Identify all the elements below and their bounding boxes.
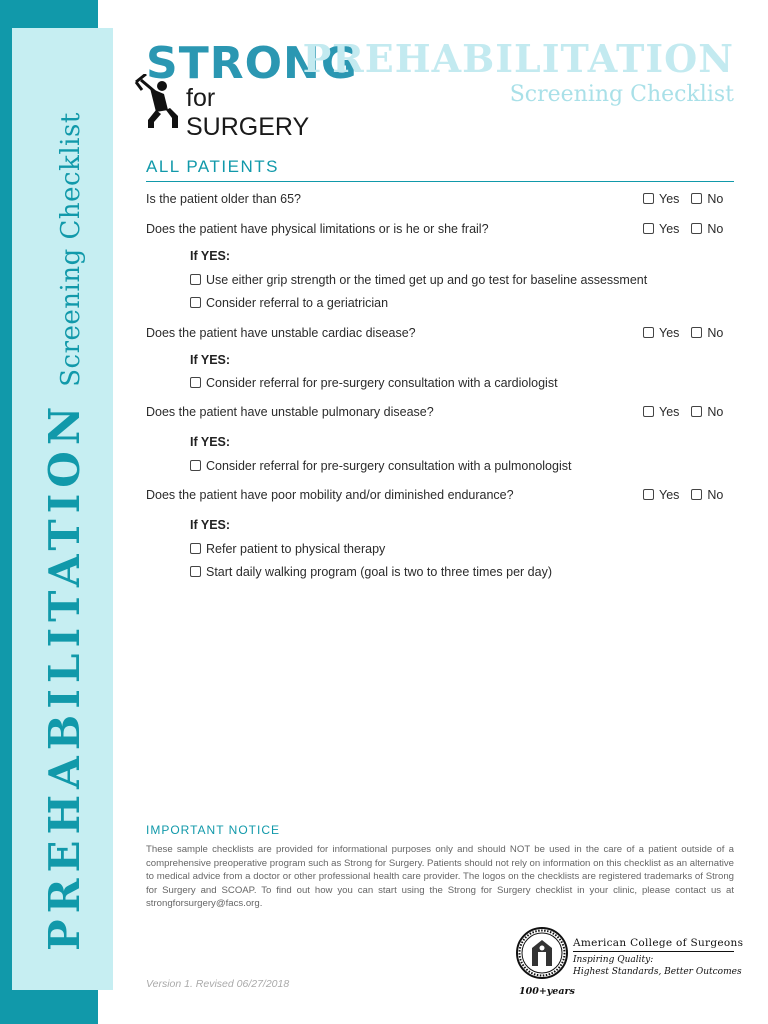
notice-heading: IMPORTANT NOTICE [146,823,281,837]
no-checkbox[interactable] [691,223,702,234]
action-label: Use either grip strength or the timed get up and go test for baseline assessment [206,273,648,287]
no-label: No [707,488,724,502]
no-checkbox[interactable] [691,193,702,204]
action-checkbox[interactable] [190,377,201,388]
action-item [190,565,552,579]
yes-checkbox[interactable] [643,223,654,234]
action-label: Refer patient to physical therapy [206,542,386,556]
if-yes-label: If YES: [190,518,231,532]
question-4: Does the patient have unstable pulmonary disease? [146,405,434,419]
no-checkbox[interactable] [691,406,702,417]
acs-name: American College of Surgeons [573,937,744,949]
yes-no-group-3 [643,326,723,340]
logo-for-surgery-text: for SURGERY [186,84,310,141]
notice-body: These sample checklists are provided for informational purposes only and should NOT be used in the care of a patient outside of a comprehensive preoperative program such as Strong for Surgery. Patients should not rely on information on this checklist as an alternative to medical advice from a doctor or other professional health care provider. The logos on the checklists are registered trademarks of Strong for Surgery and SCOAP. To find out how you can start using the Strong for Surgery checklist in your clinic, please contact us at strongforsurgery@facs.org. [146,844,734,909]
action-item [190,273,647,287]
acs-divider [573,951,734,952]
question-2: Does the patient have physical limitations or is he or she frail? [146,222,489,236]
section-heading: ALL PATIENTS [146,157,279,176]
yes-checkbox[interactable] [643,193,654,204]
no-label: No [707,326,724,340]
no-label: No [707,405,724,419]
if-yes-label: If YES: [190,435,231,449]
yes-checkbox[interactable] [643,489,654,500]
acs-tagline [573,955,742,978]
question-1: Is the patient older than 65? [146,192,301,206]
action-checkbox[interactable] [190,566,201,577]
action-item [190,296,388,310]
sidebar-subtitle: Screening Checklist [56,112,86,387]
action-label: Consider referral for pre-surgery consultation with a cardiologist [206,376,558,390]
question-5: Does the patient have poor mobility and/or diminished endurance? [146,488,514,502]
sidebar-vertical-title [40,111,89,951]
if-yes-label: If YES: [190,249,231,263]
yes-label: Yes [659,488,680,502]
acs-tagline-1: Inspiring Quality: [573,955,654,965]
action-label: Consider referral for pre-surgery consultation with a pulmonologist [206,459,572,473]
no-checkbox[interactable] [691,489,702,500]
no-label: No [707,192,724,206]
page-title: PREHABILITATION [302,36,734,81]
acs-tagline-2: Highest Standards, Better Outcomes [573,966,742,977]
action-item [190,459,571,473]
action-label: Consider referral to a geriatrician [206,296,389,310]
question-3: Does the patient have unstable cardiac disease? [146,326,416,340]
sidebar-title: PREHABILITATION [40,400,89,951]
if-yes-label: If YES: [190,353,231,367]
version-text: Version 1. Revised 06/27/2018 [146,978,290,990]
acs-years: 100+years [519,986,575,997]
yes-no-group-5 [643,488,723,502]
no-checkbox[interactable] [691,327,702,338]
action-checkbox[interactable] [190,460,201,471]
yes-checkbox[interactable] [643,327,654,338]
action-item [190,376,558,390]
yes-label: Yes [659,405,680,419]
action-item [190,542,385,556]
yes-label: Yes [659,326,680,340]
yes-no-group-1 [643,192,723,206]
no-label: No [707,222,724,236]
action-checkbox[interactable] [190,274,201,285]
section-divider [146,181,734,182]
yes-no-group-4 [643,405,723,419]
action-label: Start daily walking program (goal is two to three times per day) [206,565,552,579]
yes-no-group-2 [643,222,723,236]
yes-checkbox[interactable] [643,406,654,417]
page-subtitle: Screening Checklist [509,82,734,107]
logo-strong-text: STRONG [146,38,358,89]
yes-label: Yes [659,192,680,206]
acs-seal-icon [516,926,568,982]
yes-label: Yes [659,222,680,236]
action-checkbox[interactable] [190,543,201,554]
action-checkbox[interactable] [190,297,201,308]
